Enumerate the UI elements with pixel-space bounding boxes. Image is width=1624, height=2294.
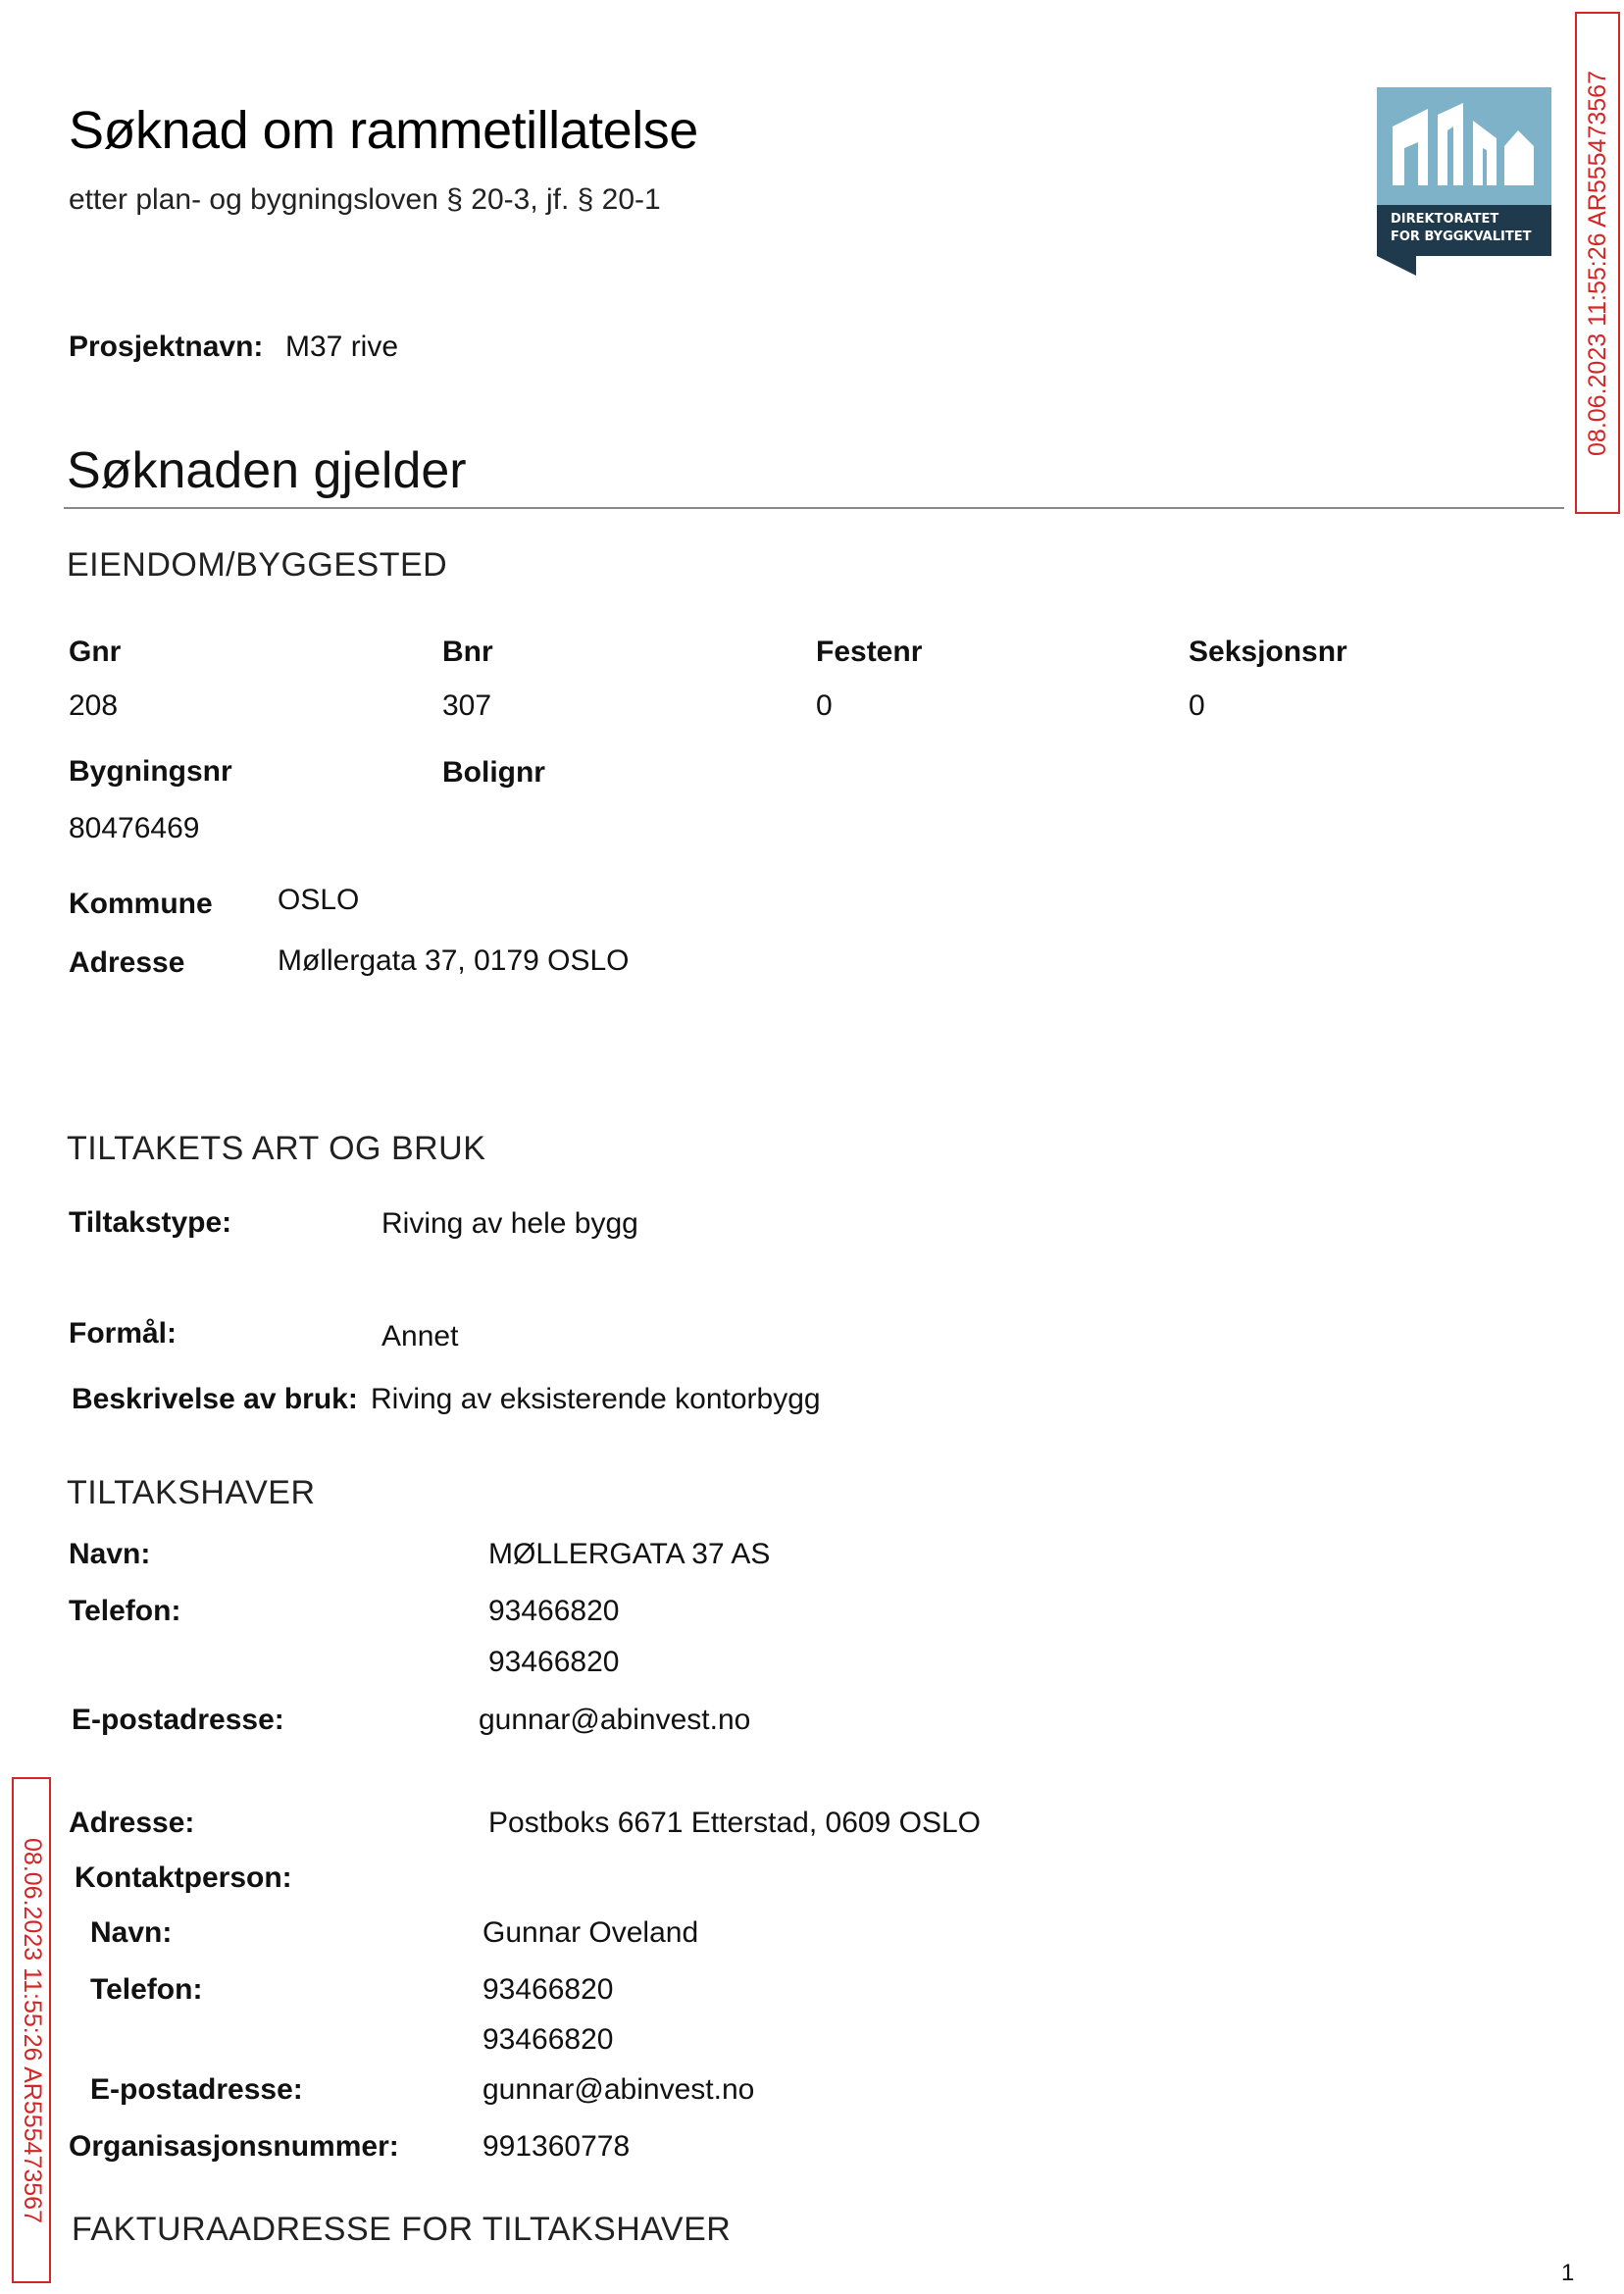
dibk-logo [1377,87,1551,276]
telefon-value-2: 93466820 [488,1646,620,1678]
kontakt-navn-value: Gunnar Oveland [482,1916,699,1949]
kontakt-telefon-label: Telefon: [90,1973,203,2006]
telefon-value-1: 93466820 [488,1595,620,1627]
festenr-value: 0 [816,689,833,722]
kontakt-epost-label: E-postadresse: [90,2073,303,2106]
orgnr-label: Organisasjonsnummer: [69,2130,399,2163]
gnr-value: 208 [69,689,119,722]
stamp-text: 08.06.2023 11:55:26 AR555473567 [18,1837,46,2223]
page-subtitle: etter plan- og bygningsloven § 20-3, jf. § 20-1 [69,183,661,216]
seksjonsnr-value: 0 [1189,689,1205,722]
kontakt-navn-label: Navn: [90,1916,173,1949]
logo-line2: FOR BYGGKVALITET [1391,229,1532,244]
bygningsnr-value: 80476469 [69,812,200,844]
gnr-label: Gnr [69,636,122,668]
beskrivelse-label: Beskrivelse av bruk: [72,1383,358,1415]
tiltakshaver-adresse-value: Postboks 6671 Etterstad, 0609 OSLO [488,1807,981,1839]
tiltakstype-value: Riving av hele bygg [381,1207,638,1240]
epost-label: E-postadresse: [72,1704,284,1736]
section-divider [64,507,1564,509]
page-number: 1 [1561,2260,1575,2286]
page-title: Søknad om rammetillatelse [69,101,698,160]
bygningsnr-label: Bygningsnr [69,755,232,788]
formal-label: Formål: [69,1317,178,1350]
kommune-label: Kommune [69,888,213,920]
festenr-label: Festenr [816,636,923,668]
faktura-heading: FAKTURAADRESSE FOR TILTAKSHAVER [72,2211,732,2248]
tiltakshaver-heading: TILTAKSHAVER [67,1474,316,1511]
kontakt-epost-value: gunnar@abinvest.no [482,2073,755,2106]
tiltak-heading: TILTAKETS ART OG BRUK [67,1130,486,1167]
kontakt-telefon-value-2: 93466820 [482,2023,614,2056]
property-heading: EIENDOM/BYGGESTED [67,546,448,584]
dibk-logo-graphic [1377,87,1551,276]
telefon-label: Telefon: [69,1595,181,1627]
kontaktperson-label: Kontaktperson: [75,1861,292,1894]
navn-value: MØLLERGATA 37 AS [488,1538,771,1570]
kommune-value: OSLO [278,884,360,916]
project-name-label: Prosjektnavn: [69,331,264,363]
tiltakstype-label: Tiltakstype: [69,1206,232,1239]
seksjonsnr-label: Seksjonsnr [1189,636,1347,668]
kontakt-telefon-value-1: 93466820 [482,1973,614,2006]
epost-value: gunnar@abinvest.no [479,1704,751,1736]
navn-label: Navn: [69,1538,151,1570]
bnr-label: Bnr [442,636,493,668]
tiltakshaver-adresse-label: Adresse: [69,1807,195,1839]
bolignr-label: Bolignr [442,756,545,789]
date-stamp-left [12,1777,51,2283]
formal-value: Annet [381,1320,459,1352]
section-title: Søknaden gjelder [67,442,467,499]
beskrivelse-value: Riving av eksisterende kontorbygg [371,1383,821,1415]
bnr-value: 307 [442,689,492,722]
project-name-value: M37 rive [285,331,399,363]
stamp-text: 08.06.2023 11:55:26 AR555473567 [1583,70,1611,456]
logo-line1: DIREKTORATET [1391,212,1499,227]
adresse-value: Møllergata 37, 0179 OSLO [278,944,630,977]
orgnr-value: 991360778 [482,2130,631,2163]
adresse-label: Adresse [69,946,185,979]
date-stamp-top [1575,12,1620,514]
